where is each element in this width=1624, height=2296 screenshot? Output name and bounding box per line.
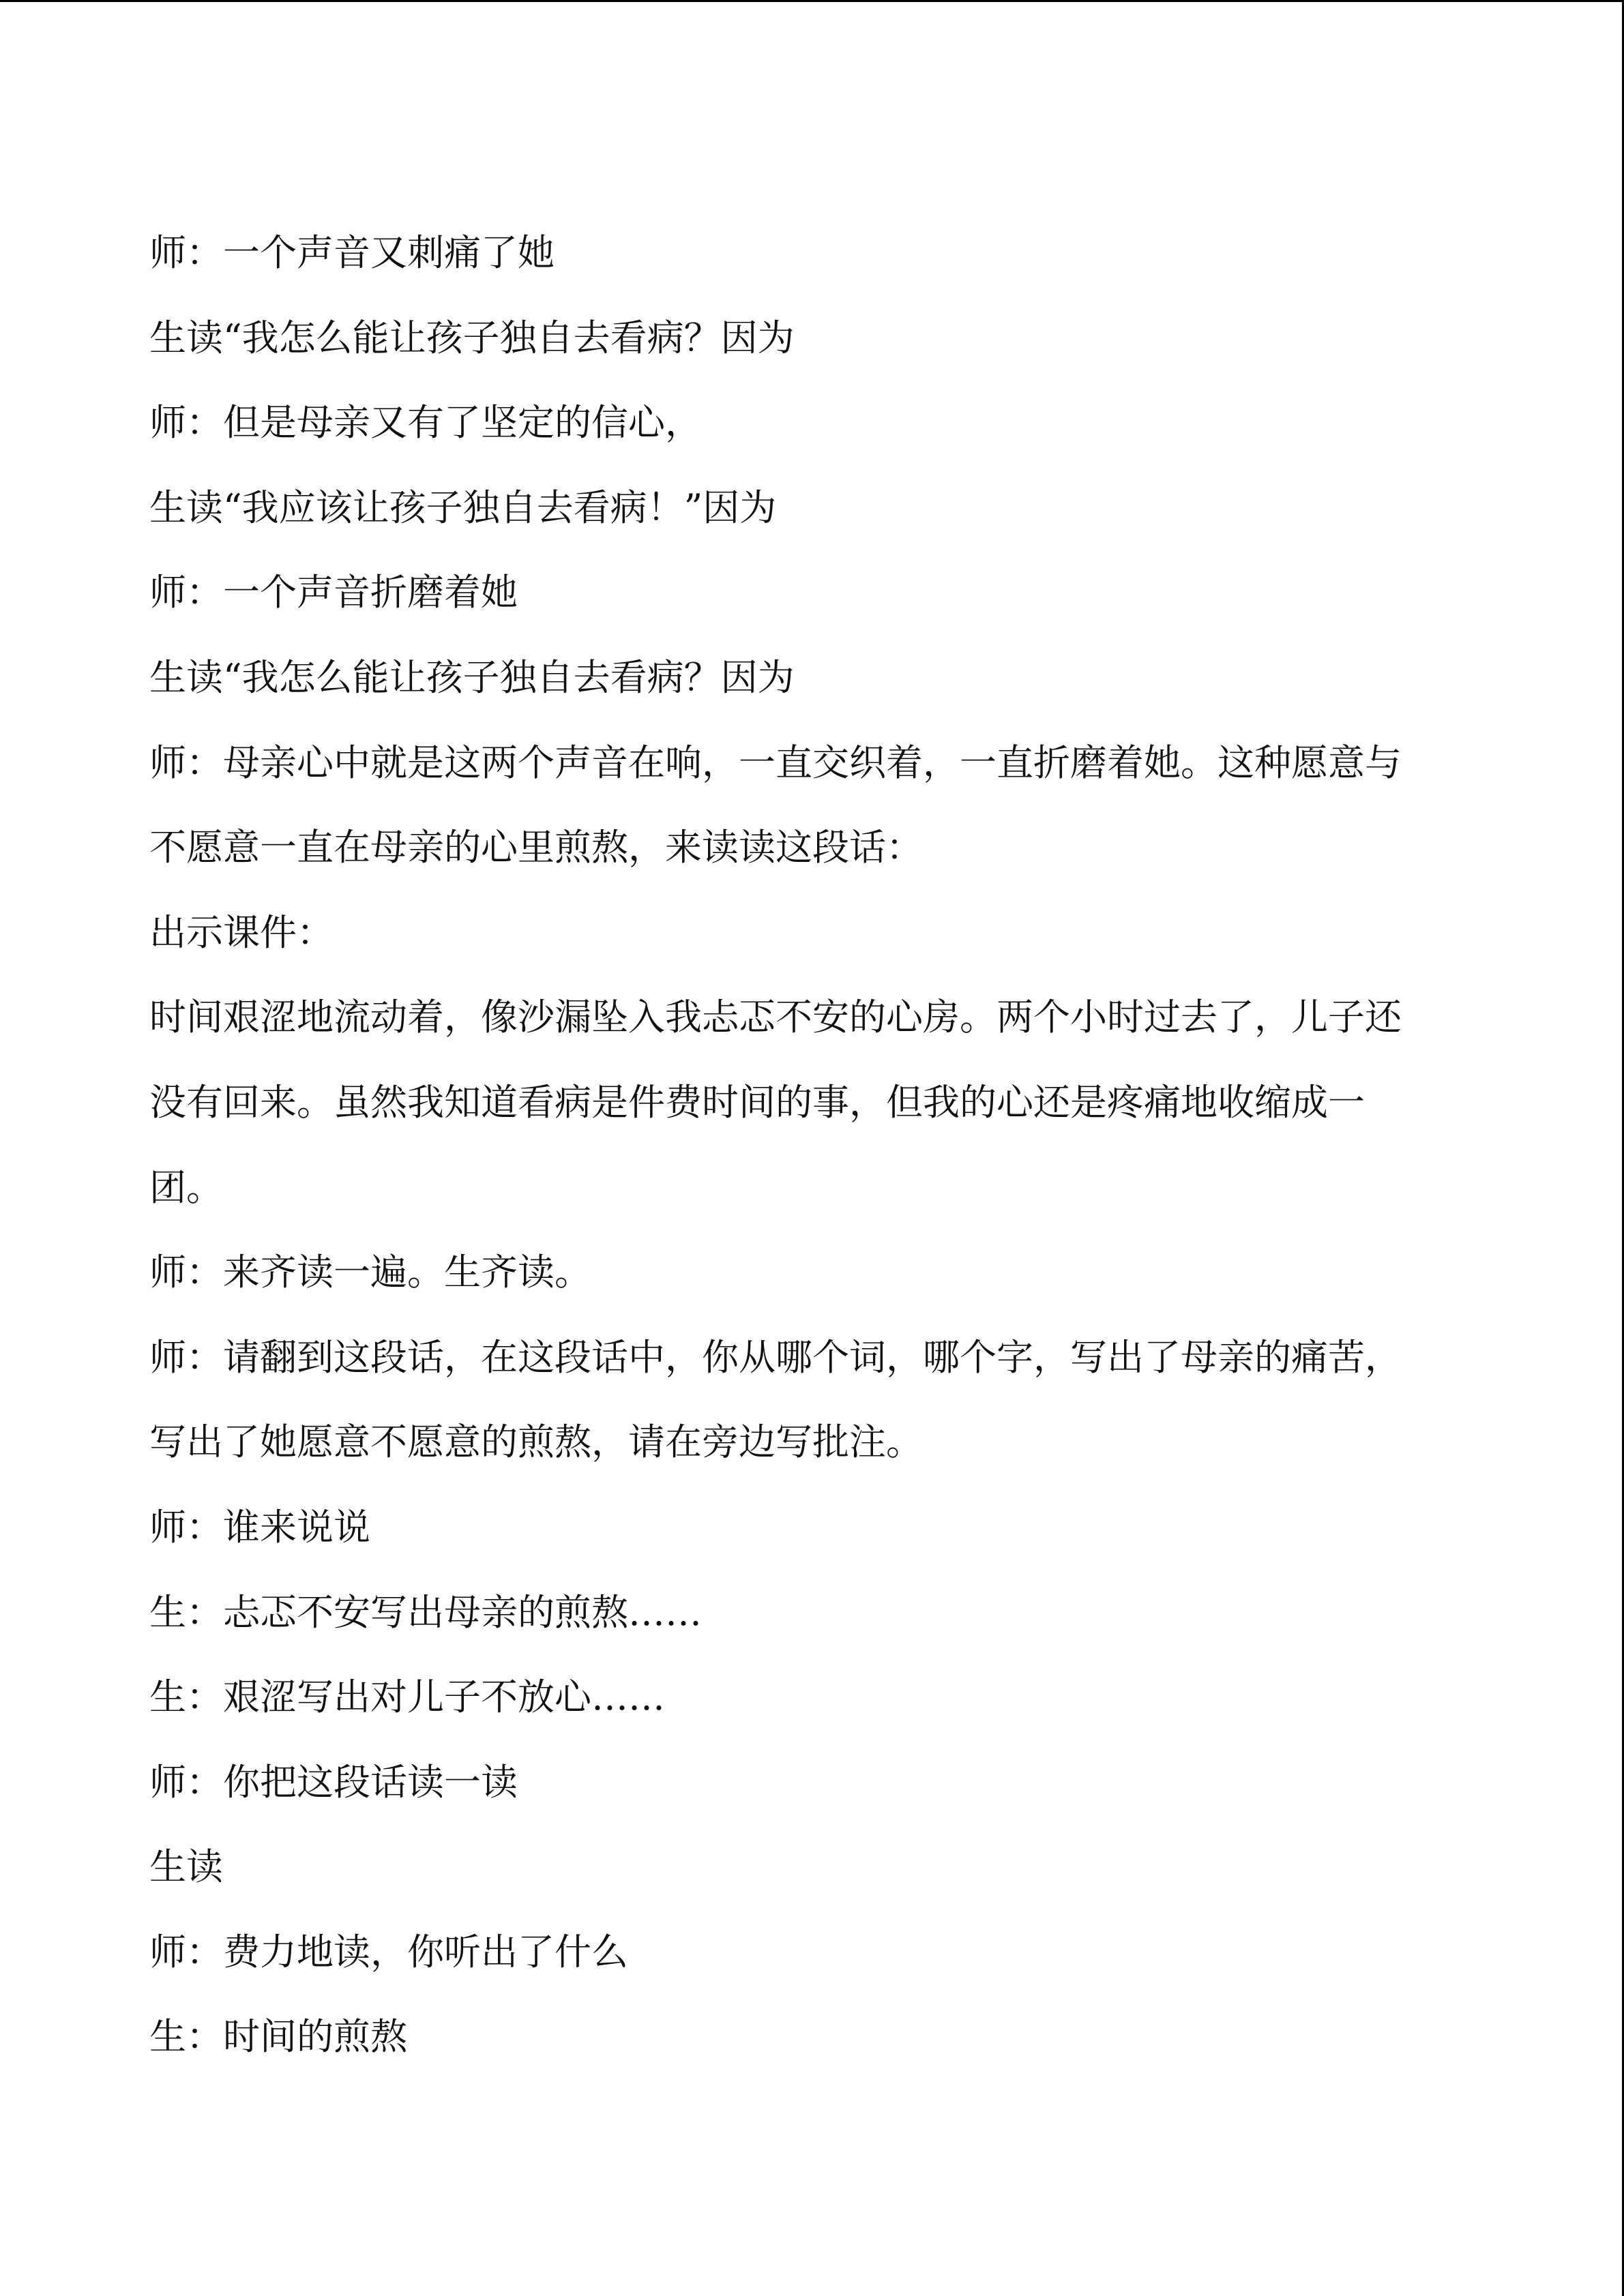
text-line-teacher-3: 师：一个声音折磨着她 bbox=[149, 571, 518, 614]
text-line-passage-3: 团。 bbox=[149, 1165, 223, 1209]
text-line-teacher-6: 师：请翻到这段话，在这段话中，你从哪个词，哪个字，写出了母亲的痛苦， bbox=[149, 1335, 1402, 1379]
text-line-teacher-4-cont: 不愿意一直在母亲的心里煎熬，来读读这段话： bbox=[149, 826, 923, 869]
text-line-teacher-9: 师：费力地读，你听出了什么 bbox=[149, 1930, 628, 1973]
text-line-student-4: 生：忐忑不安写出母亲的煎熬…… bbox=[149, 1590, 702, 1634]
text-line-student-6: 生读 bbox=[149, 1845, 223, 1889]
text-line-teacher-6-cont: 写出了她愿意不愿意的煎熬，请在旁边写批注。 bbox=[149, 1420, 923, 1464]
text-line-passage-1: 时间艰涩地流动着，像沙漏坠入我忐忑不安的心房。两个小时过去了，儿子还 bbox=[149, 996, 1402, 1039]
text-line-courseware-label: 出示课件： bbox=[149, 910, 334, 954]
text-line-teacher-1: 师：一个声音又刺痛了她 bbox=[149, 231, 555, 274]
text-line-teacher-7: 师：谁来说说 bbox=[149, 1505, 370, 1549]
text-line-passage-2: 没有回来。虽然我知道看病是件费时间的事，但我的心还是疼痛地收缩成一 bbox=[149, 1080, 1365, 1124]
text-line-teacher-5: 师：来齐读一遍。生齐读。 bbox=[149, 1251, 591, 1294]
document-body bbox=[149, 211, 1459, 2080]
text-line-student-5: 生：艰涩写出对儿子不放心…… bbox=[149, 1675, 665, 1719]
text-line-teacher-4: 师：母亲心中就是这两个声音在响，一直交织着，一直折磨着她。这种愿意与 bbox=[149, 741, 1402, 784]
text-line-teacher-2: 师：但是母亲又有了坚定的信心， bbox=[149, 401, 702, 445]
text-line-student-2: 生读“我应该让孩子独自去看病！”因为 bbox=[149, 486, 777, 529]
text-line-student-1: 生读“我怎么能让孩子独自去看病？因为 bbox=[149, 316, 795, 359]
text-line-teacher-8: 师：你把这段话读一读 bbox=[149, 1760, 518, 1804]
text-line-student-7: 生：时间的煎熬 bbox=[149, 2015, 407, 2059]
text-line-student-3: 生读“我怎么能让孩子独自去看病？因为 bbox=[149, 655, 795, 699]
